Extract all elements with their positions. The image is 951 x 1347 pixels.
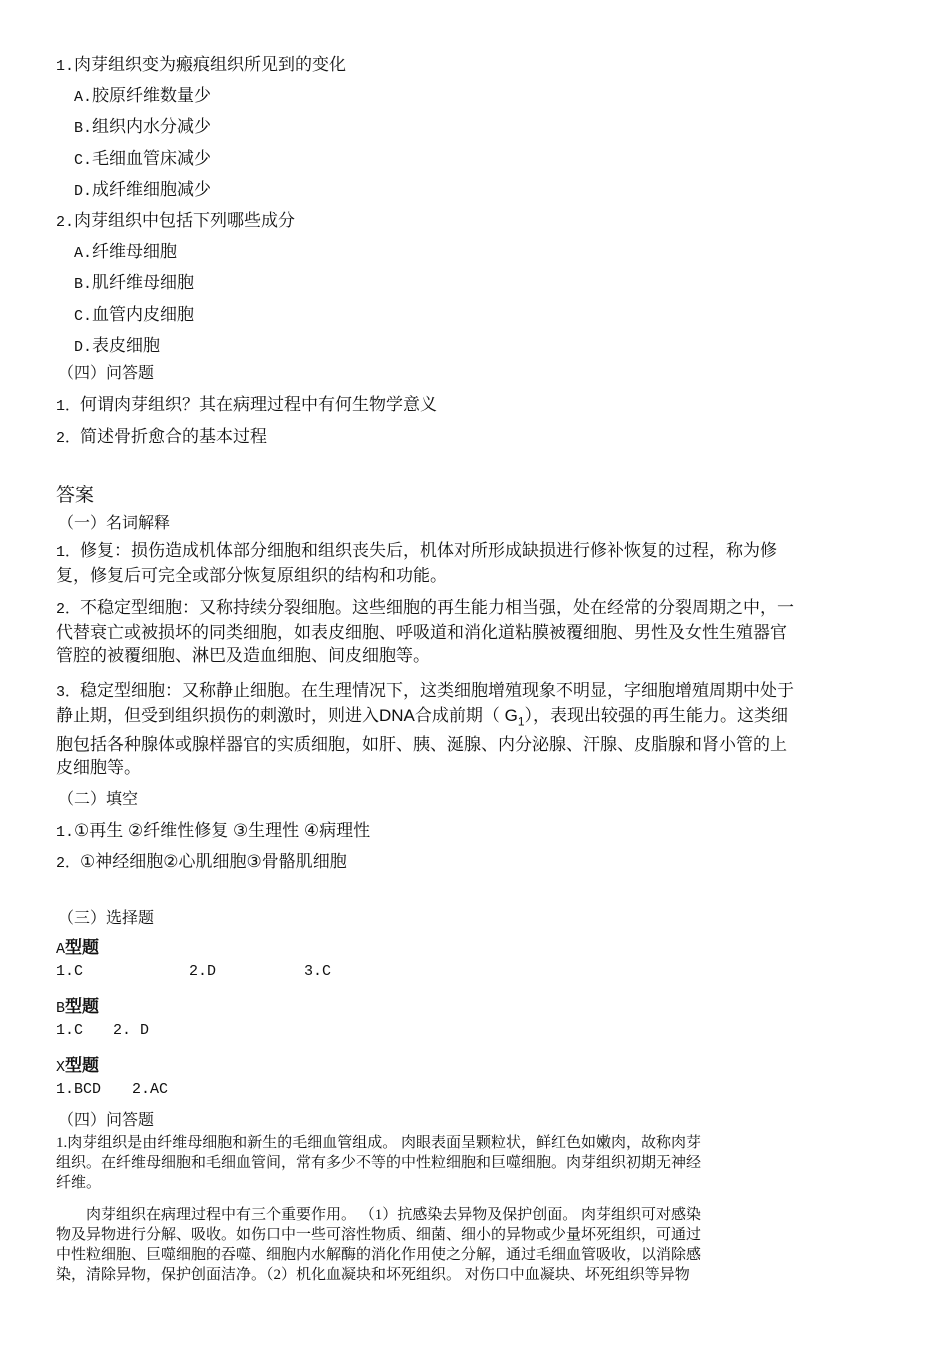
term-line: 修复：损伤造成机体部分细胞和组织丧失后，机体对所形成缺损进行修补恢复的过程，称为修 bbox=[80, 541, 778, 560]
type-label: 型题 bbox=[65, 1056, 100, 1075]
option-text: 表皮细胞 bbox=[92, 336, 161, 355]
option-text: 血管内皮细胞 bbox=[92, 305, 195, 324]
option-a bbox=[74, 81, 211, 106]
option-letter: C. bbox=[74, 308, 93, 325]
option-d bbox=[74, 175, 211, 200]
term-line: 皮细胞等。 bbox=[56, 758, 141, 778]
question-1 bbox=[56, 50, 346, 75]
answer-item: 1.C bbox=[56, 1022, 84, 1039]
option-d bbox=[74, 331, 160, 356]
term-line: 管腔的被覆细胞、淋巴及造血细胞、间皮细胞等。 bbox=[56, 646, 430, 665]
option-c bbox=[74, 144, 211, 169]
essay-question-2 bbox=[56, 422, 267, 447]
question-2 bbox=[56, 206, 295, 231]
type-b-answers bbox=[56, 1022, 149, 1039]
term-text: 静止期，但受到组织损伤的刺激时，则进入DNA合成前期（ G bbox=[56, 706, 518, 725]
option-letter: A. bbox=[74, 89, 93, 106]
answer-text: ①再生 ②纤维性修复 ③生理性 ④病理性 bbox=[74, 821, 371, 840]
term-2 bbox=[56, 596, 898, 667]
section-heading: （三）选择题 bbox=[58, 910, 155, 927]
answer-item: 2.D bbox=[189, 963, 217, 980]
term-line bbox=[56, 704, 898, 733]
section-heading: （一）名词解释 bbox=[58, 515, 171, 532]
question-number: 1. bbox=[56, 58, 75, 75]
answers-title: 答案 bbox=[56, 485, 95, 506]
term-1 bbox=[56, 539, 898, 587]
essay-answer-1 bbox=[56, 1133, 898, 1193]
question-text: 简述骨折愈合的基本过程 bbox=[80, 427, 268, 446]
question-number: 2. bbox=[56, 214, 75, 231]
option-letter: D. bbox=[74, 339, 93, 356]
answer-item: 2. D bbox=[113, 1022, 150, 1039]
question-text: 肉芽组织变为瘢痕组织所见到的变化 bbox=[74, 55, 347, 74]
option-letter: D. bbox=[74, 183, 93, 200]
option-letter: C. bbox=[74, 152, 93, 169]
term-number: 2． bbox=[56, 601, 81, 618]
answer-number: 1. bbox=[56, 824, 75, 841]
essay-line: 1.肉芽组织是由纤维母细胞和新生的毛细血管组成。 肉眼表面呈颗粒状，鲜红色如嫩肉，故称肉芽 bbox=[56, 1135, 702, 1151]
option-letter: B. bbox=[74, 276, 93, 293]
answer-number: 2． bbox=[56, 855, 81, 872]
essay-question-1 bbox=[56, 390, 437, 415]
option-b bbox=[74, 112, 211, 137]
term-3 bbox=[56, 679, 898, 779]
fill-answer-2 bbox=[56, 847, 347, 872]
type-x-answers bbox=[56, 1081, 168, 1098]
option-b bbox=[74, 268, 194, 293]
type-label: 型题 bbox=[65, 938, 100, 957]
question-number: 1． bbox=[56, 398, 81, 415]
essay-line: 组织。在纤维母细胞和毛细血管间，常有多少不等的中性粒细胞和巨噬细胞。肉芽组织初期无神经 bbox=[56, 1155, 702, 1171]
question-text: 何谓肉芽组织？其在病理过程中有何生物学意义 bbox=[80, 395, 438, 414]
essay-line: 肉芽组织在病理过程中有三个重要作用。 （1）抗感染去异物及保护创面。 肉芽组织可对感染 bbox=[86, 1207, 702, 1223]
fill-answer-1 bbox=[56, 816, 370, 841]
subscript: 1 bbox=[517, 714, 525, 729]
answer-item: 1.BCD bbox=[56, 1081, 102, 1098]
option-a bbox=[74, 237, 177, 262]
type-prefix: B bbox=[56, 1000, 66, 1017]
type-a-answers bbox=[56, 963, 331, 980]
essay-line: 中性粒细胞、巨噬细胞的吞噬、细胞内水解酶的消化作用使之分解，通过毛细血管吸收，以消除感 bbox=[56, 1247, 702, 1263]
section-heading: （四）问答题 bbox=[58, 1112, 155, 1129]
term-number: 1． bbox=[56, 544, 81, 561]
term-number: 3． bbox=[56, 684, 81, 701]
answer-text: ①神经细胞②心肌细胞③骨骼肌细胞 bbox=[80, 852, 347, 871]
option-text: 胶原纤维数量少 bbox=[92, 86, 212, 105]
answer-item: 3.C bbox=[304, 963, 332, 980]
essay-line: 染，清除异物，保护创面洁净。（2）机化血凝块和坏死组织。 对伤口中血凝块、坏死组织等异物 bbox=[56, 1267, 690, 1283]
term-line: 稳定型细胞：又称静止细胞。在生理情况下，这类细胞增殖现象不明显，字细胞增殖周期中处于 bbox=[80, 681, 795, 700]
option-text: 组织内水分减少 bbox=[92, 117, 212, 136]
type-b-heading bbox=[56, 992, 99, 1017]
option-text: 毛细血管床减少 bbox=[92, 149, 212, 168]
option-text: 纤维母细胞 bbox=[92, 242, 178, 261]
option-letter: B. bbox=[74, 120, 93, 137]
term-line: 代替衰亡或被损坏的同类细胞，如表皮细胞、呼吸道和消化道粘膜被覆细胞、男性及女性生殖器官 bbox=[56, 623, 787, 642]
term-text: ），表现出较强的再生能力。这类细 bbox=[524, 706, 789, 725]
essay-line: 纤维。 bbox=[56, 1175, 102, 1191]
type-a-heading bbox=[56, 933, 99, 958]
type-prefix: X bbox=[56, 1059, 66, 1076]
option-text: 成纤维细胞减少 bbox=[92, 180, 212, 199]
essay-answer-1-para2 bbox=[56, 1205, 898, 1285]
option-letter: A. bbox=[74, 245, 93, 262]
term-line: 复，修复后可完全或部分恢复原组织的结构和功能。 bbox=[56, 566, 447, 585]
essay-line: 物及异物进行分解、吸收。如伤口中一些可溶性物质、细菌、细小的异物或少量坏死组织，可通过 bbox=[56, 1227, 702, 1243]
option-c bbox=[74, 300, 194, 325]
type-prefix: A bbox=[56, 941, 66, 958]
answer-item: 1.C bbox=[56, 963, 84, 980]
option-text: 肌纤维母细胞 bbox=[92, 273, 195, 292]
section-heading: （二）填空 bbox=[58, 791, 139, 808]
question-text: 肉芽组织中包括下列哪些成分 bbox=[74, 211, 296, 230]
term-line: 不稳定型细胞：又称持续分裂细胞。这些细胞的再生能力相当强，处在经常的分裂周期之中，一 bbox=[80, 598, 795, 617]
section-heading: （四）问答题 bbox=[58, 365, 155, 382]
question-number: 2． bbox=[56, 430, 81, 447]
term-line: 胞包括各种腺体或腺样器官的实质细胞，如肝、胰、涎腺、内分泌腺、汗腺、皮脂腺和肾小管的上 bbox=[56, 735, 787, 755]
type-x-heading bbox=[56, 1051, 99, 1076]
type-label: 型题 bbox=[65, 997, 100, 1016]
answer-item: 2.AC bbox=[132, 1081, 169, 1098]
